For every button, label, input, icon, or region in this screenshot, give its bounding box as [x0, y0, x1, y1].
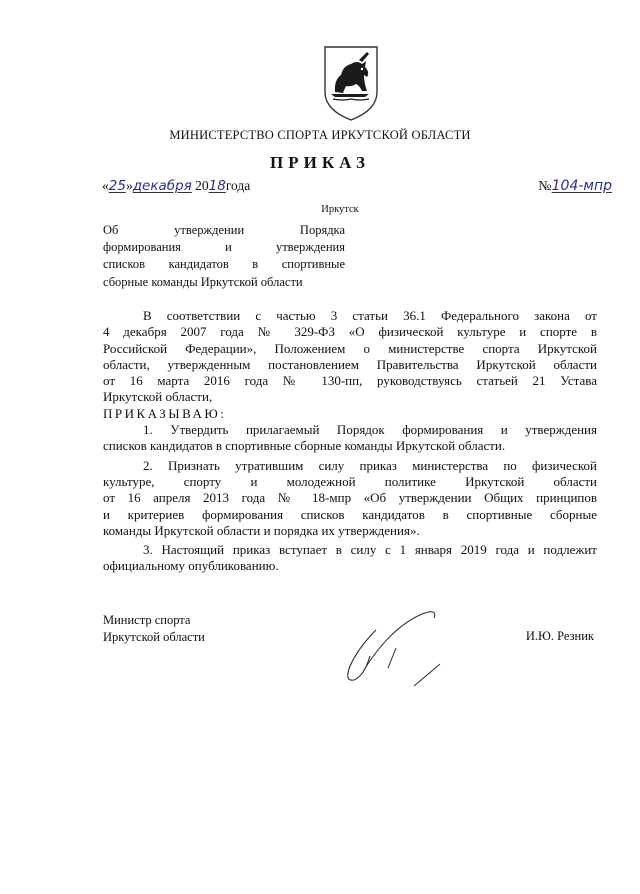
item-2-line: от 16 апреля 2013 года № 18-мпр «Об утверждении Общих принципов [103, 490, 597, 506]
handwritten-signature [330, 600, 480, 695]
number-sign: № [538, 179, 552, 194]
item-3-line: официальному опубликованию. [103, 558, 279, 574]
item-3-line: 3. Настоящий приказ вступает в силу с 1 января 2019 года и подлежит [143, 542, 597, 558]
signatory-position [103, 612, 205, 646]
item-2-line: культуре, спорту и молодежной политике Иркутской области [103, 473, 597, 489]
signatory-position-line: Министр спорта [103, 613, 191, 627]
subject-line: сборные команды Иркутской области [103, 274, 303, 289]
preamble-line: Иркутской области, [103, 389, 213, 405]
date-word: года [225, 178, 251, 193]
date-year-suffix: 18 [208, 178, 226, 194]
order-word: ПРИКАЗЫВАЮ: [103, 405, 227, 421]
preamble-line: от 16 марта 2016 года № 130-пп, руководствуясь статьей 21 Устава [103, 373, 597, 389]
signatory-name: И.Ю. Резник [525, 629, 594, 643]
ministry-name: МИНИСТЕРСТВО СПОРТА ИРКУТСКОЙ ОБЛАСТИ [169, 128, 471, 142]
signatory-position-line: Иркутской области [103, 630, 205, 644]
document-title: ПРИКАЗ [270, 153, 370, 172]
preamble-line: области, утвержденным постановлением Правительства Иркутской области [103, 356, 597, 372]
item-1-line: 1. Утвердить прилагаемый Порядок формирования и утверждения [143, 422, 597, 438]
document-subject [103, 222, 345, 291]
item-2-line: команды Иркутской области и порядка их утверждения». [103, 522, 420, 538]
item-2-line: и критериев формирования списков кандидатов в спортивные сборные [103, 506, 597, 522]
coat-of-arms-icon [321, 44, 381, 122]
subject-line: Об утверждении Порядка [103, 223, 345, 237]
date-open-quote: « [102, 178, 109, 193]
preamble-line: Российской Федерации», Положением о министерстве спорта Иркутской [103, 340, 597, 356]
date-close-quote: » [125, 178, 133, 193]
number-value: 104-мпр [551, 178, 612, 194]
document-date [102, 178, 250, 194]
item-2-line: 2. Признать утратившим силу приказ министерства по физической [143, 457, 597, 473]
document-city: Иркутск [321, 204, 359, 215]
date-year-prefix: 20 [195, 178, 209, 193]
subject-line: формирования и утверждения [103, 240, 345, 255]
document-number [538, 178, 612, 195]
document-body [103, 308, 597, 575]
item-1-line: списков кандидатов в спортивные сборные команды Иркутской области. [103, 438, 506, 454]
preamble-line: В соответствии с частью 3 статьи 36.1 Федерального закона от [143, 308, 597, 323]
date-day: 25 [108, 178, 126, 194]
preamble-line: 4 декабря 2007 года № 329-ФЗ «О физической культуре и спорте в [103, 324, 597, 340]
date-month: декабря [132, 178, 192, 194]
subject-line: списков кандидатов в спортивные [103, 257, 345, 272]
